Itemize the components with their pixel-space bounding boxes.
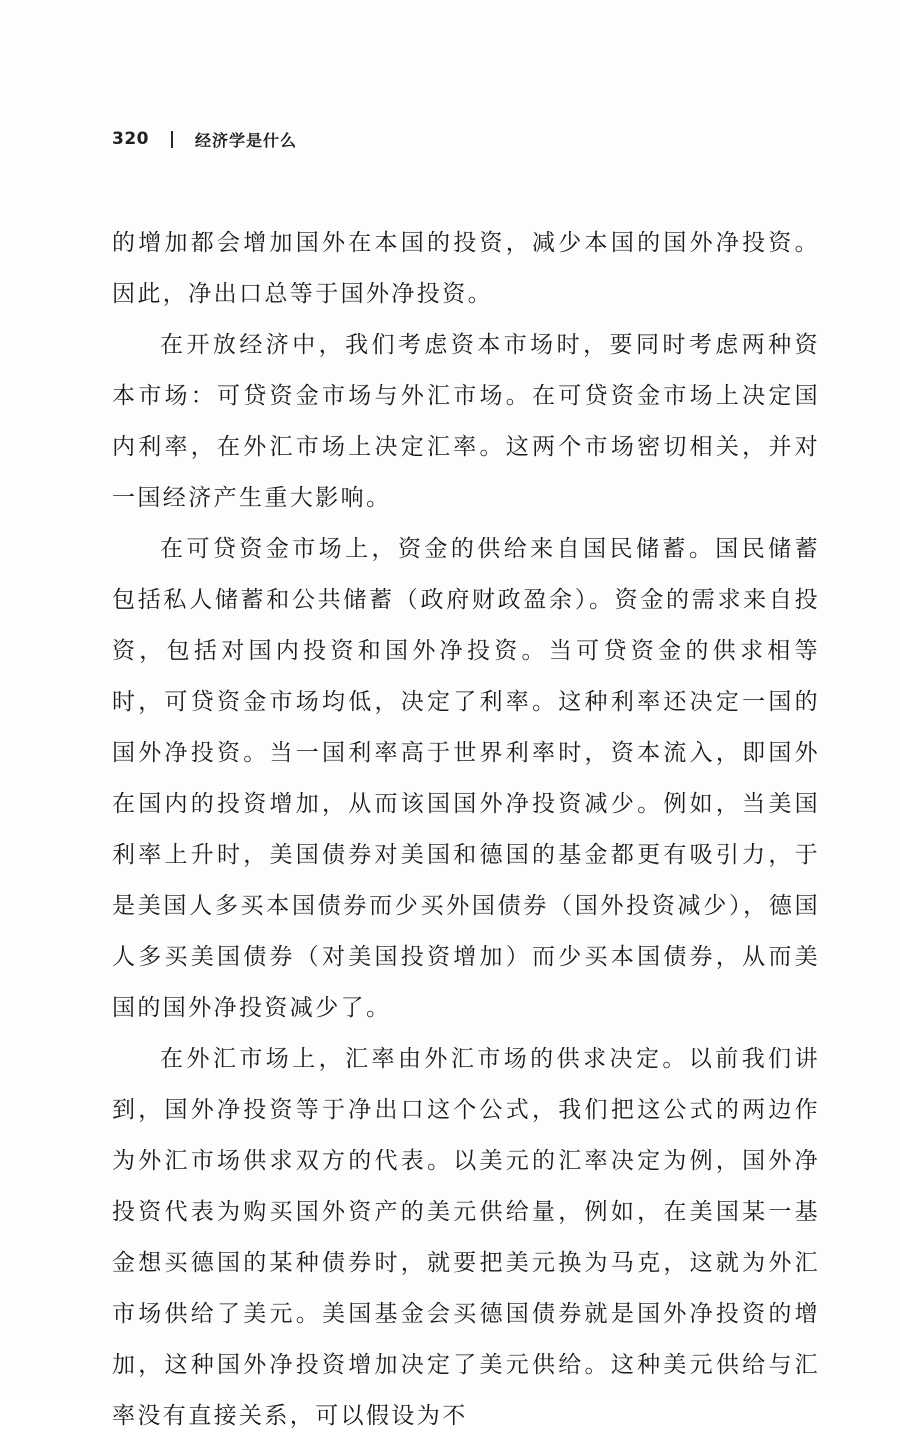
page-number: 320 xyxy=(112,129,149,149)
running-header xyxy=(112,124,297,154)
paragraph-continued: 的增加都会增加国外在本国的投资，减少本国的国外净投资。因此，净出口总等于国外净投资。 xyxy=(112,230,820,307)
header-separator xyxy=(171,131,173,148)
paragraph: 在可贷资金市场上，资金的供给来自国民储蓄。国民储蓄包括私人储蓄和公共储蓄（政府财政盈余）。资金的需求来自投资，包括对国内投资和国外净投资。当可贷资金的供求相等时，可贷资金市场均低，决定了利率。这种利率还决定一国的国外净投资。当一国利率高于世界利率时，资本流入，即国外在国内的投资增加，从而该国国外净投资减少。例如，当美国利率上升时，美国债券对美国和德国的基金都更有吸引力，于是美国人多买本国债券而少买外国债券（国外投资减少），德国人多买美国债券（对美国投资增加）而少买本国债券，从而美国的国外净投资减少了。 xyxy=(112,536,820,1021)
paragraph: 在外汇市场上，汇率由外汇市场的供求决定。以前我们讲到，国外净投资等于净出口这个公式，我们把这公式的两边作为外汇市场供求双方的代表。以美元的汇率决定为例，国外净投资代表为购买国外资产的美元供给量，例如，在美国某一基金想买德国的某种债券时，就要把美元换为马克，这就为外汇市场供给了美元。美国基金会买德国债券就是国外净投资的增加，这种国外净投资增加决定了美元供给。这种美元供给与汇率没有直接关系，可以假设为不 xyxy=(112,1046,820,1429)
book-title: 经济学是什么 xyxy=(195,130,298,150)
body-text xyxy=(112,218,820,1442)
paragraph: 在开放经济中，我们考虑资本市场时，要同时考虑两种资本市场：可贷资金市场与外汇市场。在可贷资金市场上决定国内利率，在外汇市场上决定汇率。这两个市场密切相关，并对一国经济产生重大影响。 xyxy=(112,332,820,511)
